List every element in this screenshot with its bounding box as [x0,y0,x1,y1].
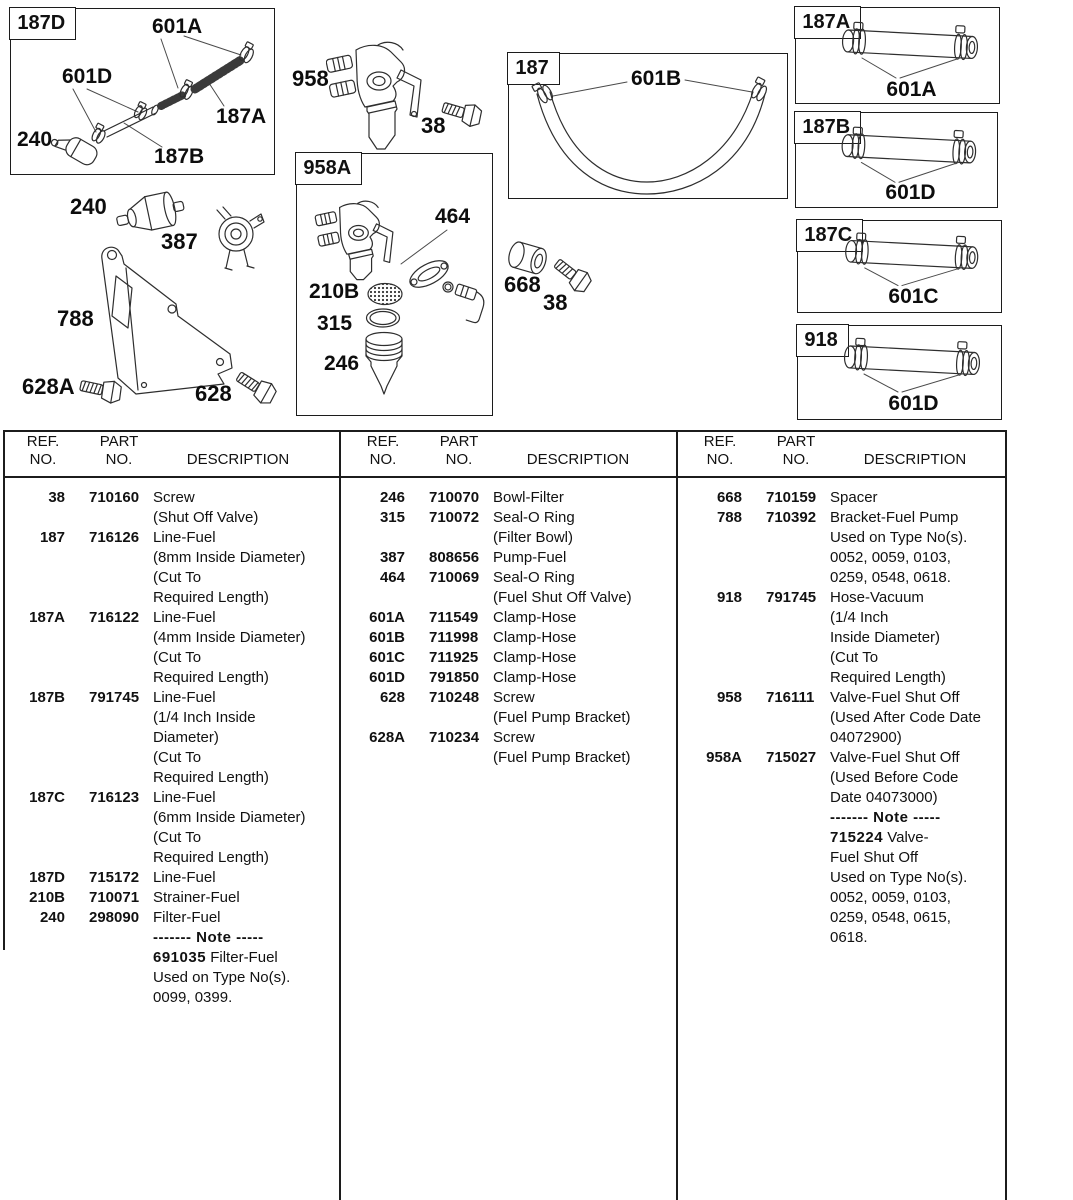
callout-187b: 187B [154,145,205,168]
description: Clamp-Hose [493,649,577,666]
ref-no: 601D [369,669,405,686]
description: Used on Type No(s). [830,529,968,546]
description: Seal-O Ring [493,509,575,526]
table-line [682,668,1005,688]
label-240: 240 [70,194,107,219]
table-line [345,508,675,528]
description: Required Length) [153,849,269,866]
panel-tag-187: 187 [507,52,559,85]
table-line [345,728,675,748]
table-line [5,688,337,708]
description: Required Length) [153,669,269,686]
table-line [345,748,675,768]
screw-drawing [548,254,598,302]
table-line [682,508,1005,528]
column-header-part: PART NO. [439,433,479,468]
column-header-part: PART NO. [99,433,139,468]
table-line [5,988,337,1008]
table-line [5,908,337,928]
panel-tag-918: 918 [796,324,848,357]
table-line [682,608,1005,628]
table-line [5,528,337,548]
description: Date 04073000) [830,789,938,806]
part-no: 715172 [89,869,140,886]
label-668: 668 [504,272,541,297]
screw-drawing [440,96,486,132]
parts-column-2 [345,488,675,768]
table-line [345,548,675,568]
column-header-part: PART NO. [776,433,816,468]
description: Line-Fuel [153,609,216,626]
table-header-rule [3,476,1007,478]
table-line [5,868,337,888]
column-header-desc: DESCRIPTION [863,451,967,468]
table-line [5,628,337,648]
description: (Filter Bowl) [493,529,574,546]
hose-clamp-icon [238,41,258,64]
table-line [345,668,675,688]
table-line [5,548,337,568]
column-header-ref: REF. NO. [703,433,737,468]
ref-no: 788 [716,509,742,526]
table-line [345,528,675,548]
description: Required Length) [830,669,946,686]
ref-no: 464 [379,569,405,586]
description: 715224 Valve- [830,829,929,846]
ref-no: 387 [379,549,405,566]
table-line [5,668,337,688]
table-line [345,688,675,708]
parts-column-3 [682,488,1005,948]
table-line [5,828,337,848]
description: Bowl-Filter [493,489,564,506]
table-column-divider [676,430,678,1200]
description: 0052, 0059, 0103, [830,549,951,566]
table-top-border [3,430,1007,432]
callout-601a: 601A [886,78,937,101]
description: Clamp-Hose [493,669,577,686]
screw-drawing [78,374,126,408]
description: ------- Note ----- [153,929,264,946]
description: Screw [493,729,535,746]
ref-no: 315 [379,509,405,526]
part-no: 710070 [429,489,480,506]
table-line [682,888,1005,908]
panel-187 [508,53,788,199]
table-line [682,748,1005,768]
table-line [5,708,337,728]
fuel-shutoff-valve-drawing [326,36,441,161]
table-line [345,568,675,588]
description: (Fuel Pump Bracket) [493,749,631,766]
part-no: 716126 [89,529,140,546]
table-line [682,788,1005,808]
description: Pump-Fuel [493,549,567,566]
table-line [682,688,1005,708]
spacer-drawing [503,236,553,280]
description: Diameter) [153,729,219,746]
part-no: 791850 [429,669,480,686]
ref-no: 918 [716,589,742,606]
part-no: 711998 [429,629,479,646]
ref-no: 38 [48,489,65,506]
table-line [5,788,337,808]
part-no: 710248 [429,689,480,706]
table-line [5,648,337,668]
description: (Cut To [153,569,202,586]
part-no: 715027 [766,749,817,766]
panel-tag-958a: 958A [295,152,362,185]
description: Bracket-Fuel Pump [830,509,959,526]
table-line [345,608,675,628]
description: 0618. [830,929,868,946]
callout-601a: 601A [152,15,203,38]
description: Used on Type No(s). [830,869,968,886]
column-header-ref: REF. NO. [366,433,400,468]
callout-187a: 187A [216,105,267,128]
table-line [5,768,337,788]
table-line [345,588,675,608]
table-line [5,748,337,768]
panel-187c [797,220,1002,313]
table-line [682,708,1005,728]
panel-tag-187a: 187A [794,6,861,39]
table-right-border [1005,430,1007,1200]
part-no: 716123 [89,789,140,806]
part-no: 710072 [429,509,480,526]
part-no: 710159 [766,489,817,506]
table-line [5,508,337,528]
description: (6mm Inside Diameter) [153,809,306,826]
ref-no: 240 [39,909,65,926]
ref-no: 601B [369,629,405,646]
callout-246: 246 [324,352,360,375]
part-no: 710392 [766,509,817,526]
callout-240: 240 [17,128,53,151]
elbow-fitting-icon [448,284,487,324]
callout-464: 464 [435,205,471,228]
description: Spacer [830,489,878,506]
label-628a: 628A [22,374,75,399]
description: (Cut To [153,749,202,766]
table-header-group [682,433,1005,475]
description: Line-Fuel [153,869,216,886]
filter-bowl-icon [366,333,402,395]
table-line [5,728,337,748]
part-no: 710069 [429,569,480,586]
description: (Shut Off Valve) [153,509,259,526]
parts-column-1 [5,488,337,1008]
table-line [682,908,1005,928]
table-line [682,568,1005,588]
callout-210b: 210B [309,280,360,303]
panel-187d [10,8,275,175]
callout-601d: 601D [62,65,113,88]
ref-no: 187C [29,789,65,806]
panel-tag-187b: 187B [794,111,861,144]
table-line [682,648,1005,668]
label-38: 38 [421,113,446,138]
valve-lever-icon [397,70,421,117]
ref-no: 210B [29,889,65,906]
description: Screw [153,489,195,506]
inline-filter-icon [50,127,100,167]
table-line [345,488,675,508]
ref-no: 601C [369,649,405,666]
description: Line-Fuel [153,529,216,546]
hose-clamp-icon [748,77,771,102]
table-line [682,588,1005,608]
callout-601c: 601C [888,285,939,308]
ref-no: 628A [369,729,405,746]
ref-no: 187 [39,529,65,546]
table-line [5,588,337,608]
label-38: 38 [543,290,568,315]
table-line [5,928,337,948]
description: Fuel Shut Off [830,849,919,866]
description: Valve-Fuel Shut Off [830,689,960,706]
column-header-desc: DESCRIPTION [526,451,630,468]
description: Screw [493,689,535,706]
description: 691035 Filter-Fuel [153,949,278,966]
table-line [682,628,1005,648]
description: (1/4 Inch [830,609,889,626]
table-line [682,808,1005,828]
description: Required Length) [153,589,269,606]
description: Strainer-Fuel [153,889,240,906]
hose-clamp-icon [532,80,555,105]
part-no: 710071 [89,889,140,906]
part-no: 791745 [89,689,140,706]
table-line [5,848,337,868]
ref-no: 601A [369,609,405,626]
callout-601d: 601D [888,392,939,415]
table-line [682,548,1005,568]
description: (Cut To [830,649,879,666]
hose-clamp-icon [133,101,150,121]
description: Used on Type No(s). [153,969,291,986]
table-line [682,868,1005,888]
label-958: 958 [292,66,329,91]
ref-no: 187A [29,609,65,626]
description: 0052, 0059, 0103, [830,889,951,906]
label-788: 788 [57,306,94,331]
strainer-icon [368,284,402,305]
table-line [682,728,1005,748]
description: (Used Before Code [830,769,959,786]
description: Hose-Vacuum [830,589,924,606]
description: (Fuel Pump Bracket) [493,709,631,726]
description: (Cut To [153,829,202,846]
description: Valve-Fuel Shut Off [830,749,960,766]
description: (Cut To [153,649,202,666]
part-no: 808656 [429,549,480,566]
pump-leg-icon [244,250,254,268]
description: Clamp-Hose [493,609,577,626]
description: 0099, 0399. [153,989,233,1006]
part-no: 710160 [89,489,140,506]
description: Clamp-Hose [493,629,577,646]
description: Seal-O Ring [493,569,575,586]
callout-601b: 601B [631,67,682,90]
panel-tag-187d: 187D [9,7,76,40]
callout-315: 315 [317,312,353,335]
label-387: 387 [161,229,198,254]
part-no: 716111 [766,689,815,706]
part-no: 791745 [766,589,817,606]
description: Required Length) [153,769,269,786]
ref-no: 246 [379,489,405,506]
panel-187b [795,112,998,208]
description: (Fuel Shut Off Valve) [493,589,632,606]
ref-no: 187D [29,869,65,886]
part-no: 716122 [89,609,140,626]
table-line [5,608,337,628]
description: Line-Fuel [153,689,216,706]
table-line [5,888,337,908]
description: Filter-Fuel [153,909,221,926]
part-no: 711925 [429,649,479,666]
table-line [682,928,1005,948]
table-line [5,568,337,588]
ref-no: 187B [29,689,65,706]
table-line [682,768,1005,788]
part-no: 298090 [89,909,140,926]
table-line [345,708,675,728]
ref-no: 958 [716,689,742,706]
description: 0259, 0548, 0618. [830,569,951,586]
table-line [5,808,337,828]
description: (8mm Inside Diameter) [153,549,306,566]
description: (4mm Inside Diameter) [153,629,306,646]
panel-958a [296,153,493,416]
description: Line-Fuel [153,789,216,806]
table-line [5,948,337,968]
part-no: 710234 [429,729,480,746]
panel-tag-187c: 187C [796,219,863,252]
table-line [345,628,675,648]
ref-no: 668 [716,489,742,506]
column-header-desc: DESCRIPTION [186,451,290,468]
ref-no: 628 [379,689,405,706]
ref-no: 958A [706,749,742,766]
table-line [682,528,1005,548]
table-line [682,848,1005,868]
table-line [682,488,1005,508]
table-header-group [5,433,337,475]
table-column-divider [339,430,341,1200]
description: ------- Note ----- [830,809,941,826]
table-line [5,488,337,508]
table-line [682,828,1005,848]
description: 04072900) [830,729,902,746]
description: (1/4 Inch Inside [153,709,256,726]
panel-918 [797,325,1002,420]
screw-drawing [231,368,283,412]
column-header-ref: REF. NO. [26,433,60,468]
panel-187a [795,7,1000,104]
description: Inside Diameter) [830,629,941,646]
table-line [5,968,337,988]
label-628: 628 [195,381,232,406]
part-no: 711549 [429,609,479,626]
table-line [345,648,675,668]
description: (Used After Code Date [830,709,981,726]
description: 0259, 0548, 0615, [830,909,951,926]
table-header-group [345,433,675,475]
callout-601d: 601D [885,181,936,204]
